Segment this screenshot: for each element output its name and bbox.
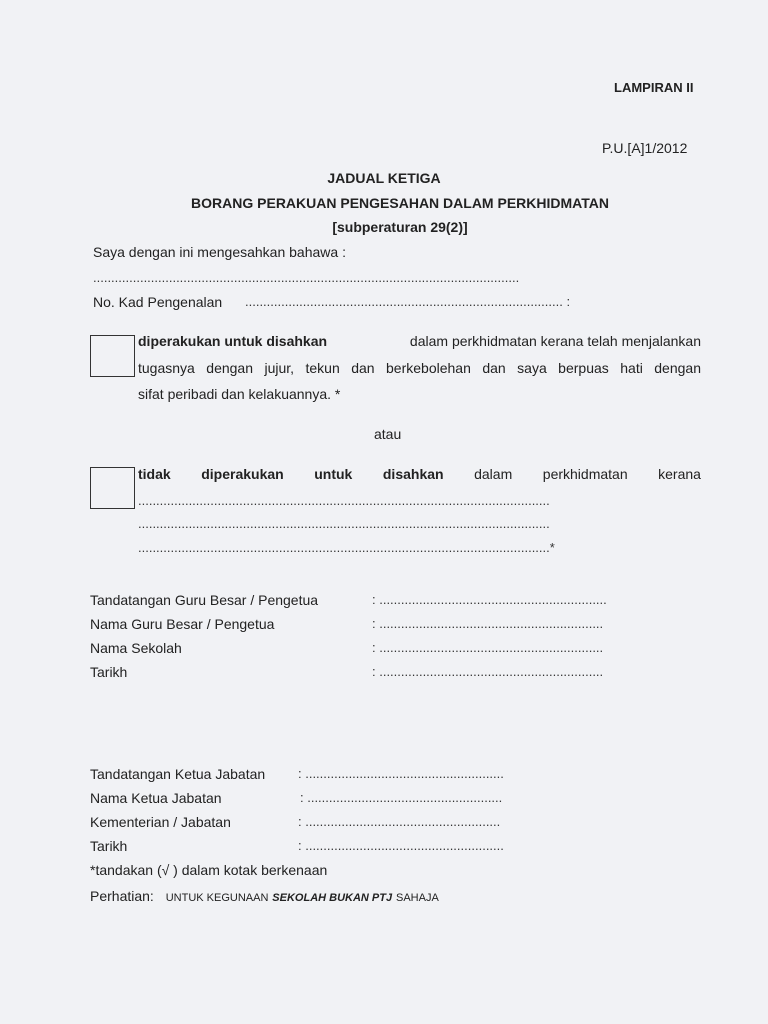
checkbox-tidak-diperakukan[interactable] [90, 467, 135, 509]
option2-word-diperakukan: diperakukan [201, 466, 284, 482]
principal-date-field[interactable]: : .............................................................. [372, 664, 604, 679]
hod-date-label: Tarikh [90, 838, 128, 854]
school-name-field[interactable]: : .............................................................. [372, 640, 604, 655]
option1-bold: diperakukan untuk disahkan [138, 333, 328, 349]
option2-word-tidak: tidak [138, 466, 171, 482]
title-borang: BORANG PERAKUAN PENGESAHAN DALAM PERKHIDMATAN [191, 195, 609, 211]
checkbox-diperakukan[interactable] [90, 335, 135, 377]
hod-signature-field[interactable]: : ....................................................... [298, 766, 504, 781]
reason-dotted-line-2: .................................................................................................................. [138, 516, 550, 531]
option2-word-disahkan: disahkan [382, 466, 444, 482]
title-jadual: JADUAL KETIGA [327, 170, 441, 186]
ic-dotted-line: ........................................................................................ : [245, 294, 571, 309]
atau-separator: atau [374, 426, 402, 442]
attention-note [90, 888, 439, 904]
principal-signature-label: Tandatangan Guru Besar / Pengetua [90, 592, 319, 608]
option1-line1 [138, 333, 701, 349]
school-name-label: Nama Sekolah [90, 640, 182, 656]
attention-label: Perhatian: [90, 888, 154, 904]
hod-signature-label: Tandatangan Ketua Jabatan [90, 766, 266, 782]
ic-label: No. Kad Pengenalan [93, 294, 223, 310]
attention-part3: SAHAJA [395, 892, 439, 904]
principal-date-label: Tarikh [90, 664, 128, 680]
ministry-label: Kementerian / Jabatan [90, 814, 231, 830]
reason-dotted-line-1: .................................................................................................................. [138, 493, 550, 508]
principal-signature-field[interactable]: : ............................................................... [372, 592, 607, 607]
name-dotted-line: ...................................................................................................................... [93, 270, 520, 285]
lampiran-label: LAMPIRAN II [614, 80, 694, 95]
hod-name-label: Nama Ketua Jabatan [90, 790, 222, 806]
attention-part1: UNTUK KEGUNAAN [165, 892, 269, 904]
hod-name-field[interactable]: : ...................................................... [300, 790, 503, 805]
title-subperaturan: [subperaturan 29(2)] [332, 219, 468, 235]
option2-word-perkhidmatan: perkhidmatan [542, 466, 628, 482]
reason-dotted-line-3: ..................................................................................................................* [138, 540, 555, 555]
option2-word-untuk: untuk [314, 466, 353, 482]
hod-date-field[interactable]: : ....................................................... [298, 838, 504, 853]
option1-line3: sifat peribadi dan kelakuannya. * [138, 386, 341, 402]
principal-name-field[interactable]: : .............................................................. [372, 616, 604, 631]
ministry-field[interactable]: : ...................................................... [298, 814, 501, 829]
attention-part2: SEKOLAH BUKAN PTJ [272, 892, 393, 904]
option1-line2: tugasnya dengan jujur, tekun dan berkebolehan dan saya berpuas hati dengan [138, 360, 701, 376]
pu-reference: P.U.[A]1/2012 [602, 140, 688, 156]
option2-word-kerana: kerana [658, 466, 701, 482]
checkbox-footnote: *tandakan (√ ) dalam kotak berkenaan [90, 862, 328, 878]
option1-line1-rest: dalam perkhidmatan kerana telah menjalankan [409, 333, 701, 349]
principal-name-label: Nama Guru Besar / Pengetua [90, 616, 275, 632]
option2-line1 [138, 466, 701, 482]
intro-statement: Saya dengan ini mengesahkan bahawa : [93, 244, 346, 260]
option2-word-dalam: dalam [474, 466, 513, 482]
